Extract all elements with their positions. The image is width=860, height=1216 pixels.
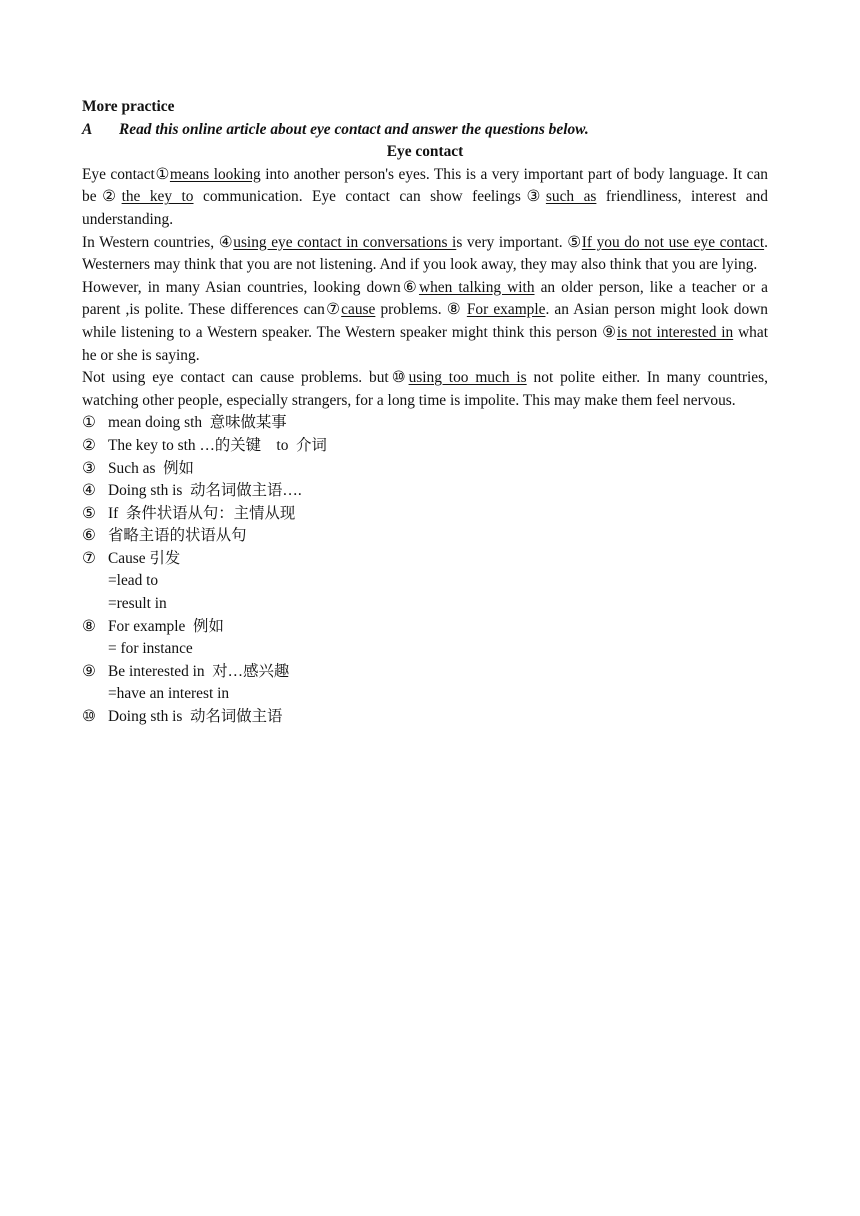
task-letter: A [82,120,93,138]
text-run: communication. Eye contact can show feelings [193,188,521,206]
note-text: Doing sth is 动名词做主语 [108,708,283,726]
task-instruction [82,119,768,142]
article-paragraph-4 [82,367,768,412]
note-number: ⑧ [82,617,96,635]
underlined-phrase-3: such as [545,188,597,206]
underlined-phrase-2: the key to [121,188,194,206]
marker-3: ③ [520,188,546,206]
marker-2: ② [96,188,122,206]
text-run: what he or she is saying. [82,323,768,364]
note-text: 省略主语的状语从句 [108,527,247,545]
note-item [82,503,768,526]
text-run: However, in many Asian countries, looking down [82,278,401,296]
note-text: Be interested in 对…感兴趣 [108,662,290,680]
note-item [82,706,768,729]
underlined-phrase-8: For example [466,301,546,319]
underlined-phrase-6: when talking with [418,278,535,296]
note-text: The key to sth …的关键 to 介词 [108,436,327,454]
note-synonym: = for instance [108,640,193,658]
note-number: ⑥ [82,527,96,545]
text-run: not polite either. In many countries, watching other people, especially strangers, for a long time is impolite. This may make them feel nervous. [82,369,768,409]
marker-9: ⑨ [602,323,617,341]
note-number: ⑦ [82,549,96,567]
text-run: s very important. [456,233,568,251]
note-text: For example 例如 [108,617,224,635]
text-run: into another person's eyes. This is a very important part of body language. It can be [82,165,768,206]
note-synonym: =have an interest in [108,685,230,703]
underlined-phrase-4: using eye contact in conversations i [233,233,457,251]
text-run: Eye contact [82,165,155,183]
note-item [82,480,768,503]
marker-10: ⑩ [388,369,409,387]
task-text: Read this online article about eye contact and answer the questions below. [119,120,589,138]
text-run: problems. [375,301,447,319]
note-item [82,412,768,435]
marker-5: ⑤ [567,233,582,251]
marker-8: ⑧ [446,301,462,319]
underlined-phrase-1: means looking [169,165,261,183]
note-text: Such as 例如 [108,459,194,477]
marker-7: ⑦ [324,301,342,319]
note-number: ③ [82,459,96,477]
underlined-phrase-7: cause [341,301,376,319]
underlined-phrase-5: If you do not use eye contact [581,233,765,251]
note-item [82,616,768,639]
note-number: ⑨ [82,662,96,680]
note-text: Doing sth is 动名词做主语…. [108,482,302,500]
article-paragraph-2 [82,232,768,277]
note-item [82,458,768,481]
text-run: Not using eye contact can cause problems. but [82,369,389,387]
note-number: ① [82,414,96,432]
article-paragraph-1 [82,164,768,232]
document-content [82,96,768,729]
note-text: mean doing sth 意味做某事 [108,414,287,432]
note-number: ⑩ [82,708,96,726]
note-number: ⑤ [82,504,96,522]
note-number: ④ [82,482,96,500]
underlined-phrase-9: is not interested in [616,323,734,341]
text-run: In Western countries, [82,233,219,251]
note-text: If 条件状语从句：主情从现 [108,504,296,522]
text-run: an older person, like a teacher or a parent ,is polite. These differences can [82,278,769,319]
note-item [82,435,768,458]
marker-1: ① [154,165,170,183]
note-number: ② [82,436,96,454]
marker-4: ④ [218,233,234,251]
notes-list [82,412,768,728]
article-title: Eye contact [386,143,464,161]
marker-6: ⑥ [400,278,419,296]
text-run: . an Asian person might look down while listening to a Western speaker. The Western speaker might think this person [82,301,768,341]
article-paragraph-3 [82,277,768,367]
note-item [82,548,768,571]
text-run: . Westerners may think that you are not listening. And if you look away, they may also think that you are lying. [82,233,768,274]
underlined-phrase-10: using too much is [408,369,527,387]
note-synonym: =lead to [108,572,159,590]
text-run: friendliness, interest and understanding. [82,188,768,228]
note-synonym: =result in [108,595,167,613]
note-item [82,661,768,684]
note-text: Cause 引发 [108,549,181,567]
note-item [82,525,768,548]
section-heading: More practice [82,98,175,115]
